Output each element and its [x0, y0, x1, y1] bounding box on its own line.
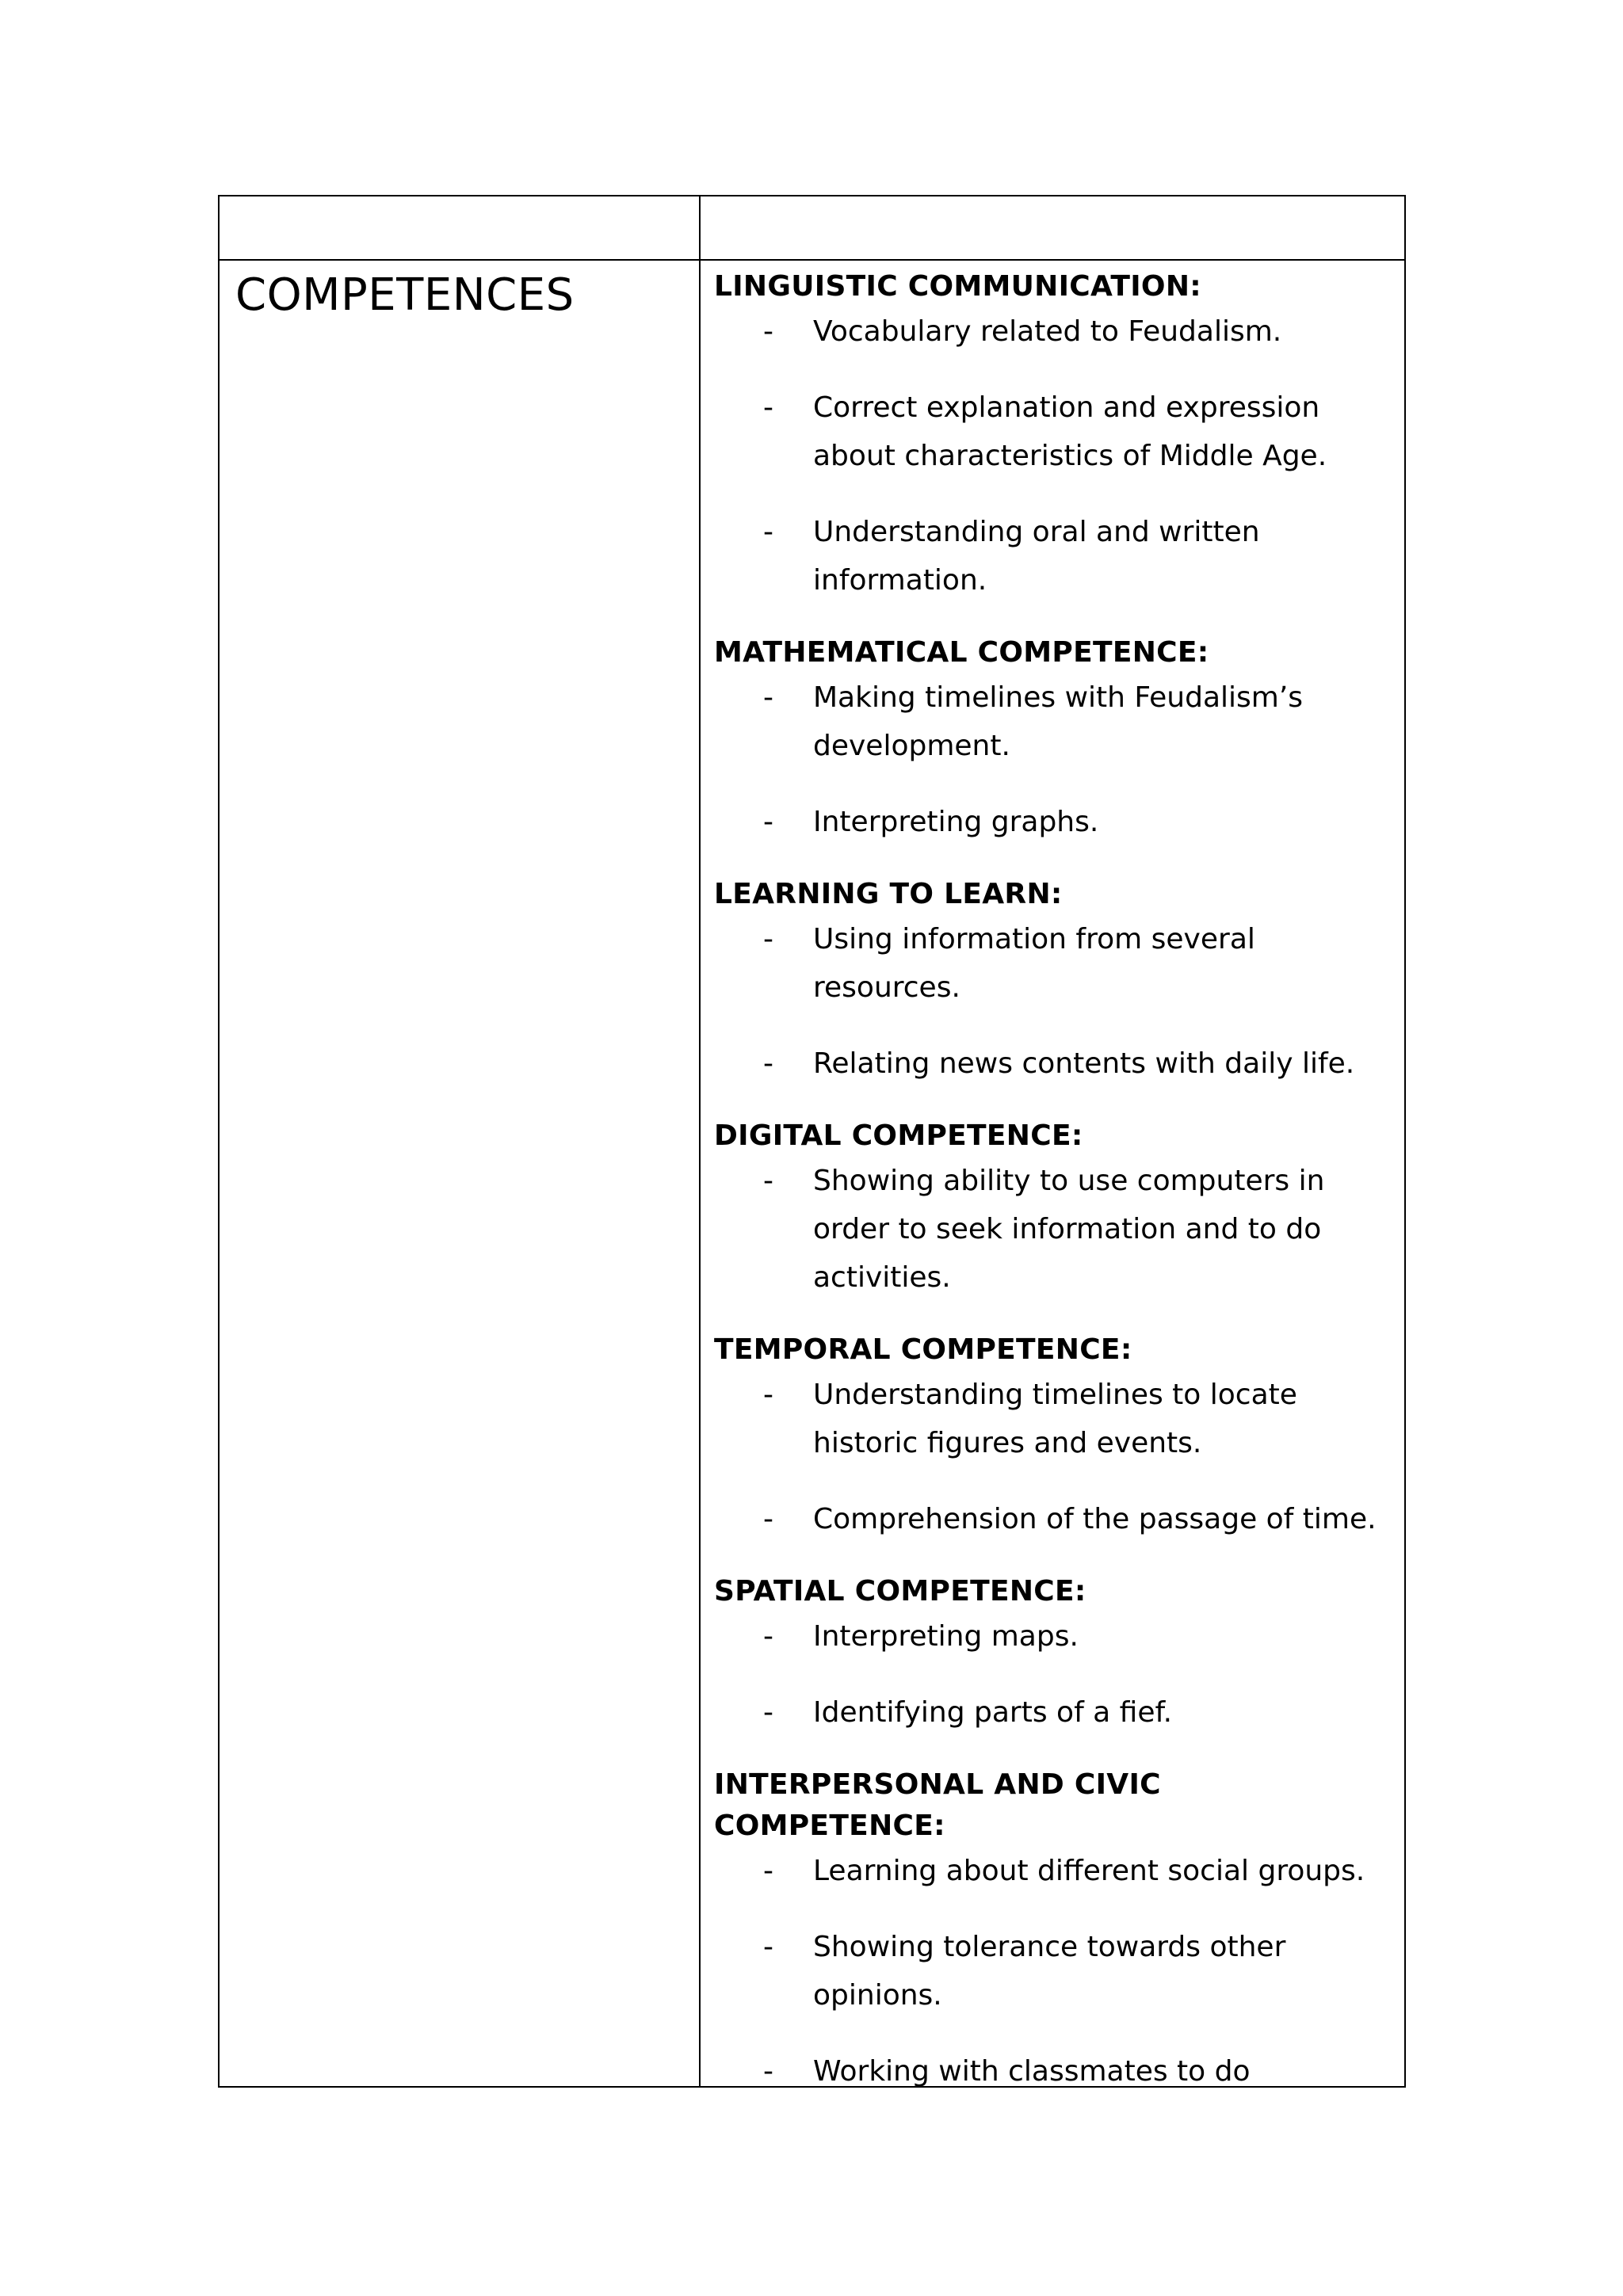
list-item [714, 1371, 1380, 1467]
section-heading: DIGITAL COMPETENCE: [714, 1119, 1083, 1152]
list-item [714, 1688, 1380, 1737]
dash-bullet-icon: - [763, 391, 773, 424]
section-heading: SPATIAL COMPETENCE: [714, 1575, 1086, 1608]
list-item [714, 1612, 1380, 1661]
section-spatial-competence [714, 1571, 1380, 1737]
list-item [714, 1923, 1380, 2019]
dash-bullet-icon: - [763, 1855, 773, 1887]
list-item-text: Understanding timelines to locate historic figures and events. [813, 1379, 1297, 1459]
dash-bullet-icon: - [763, 681, 773, 714]
competences-table [218, 195, 1406, 2088]
section-heading: LINGUISTIC COMMUNICATION: [714, 270, 1201, 303]
section-interpersonal-civic-competence [714, 1764, 1380, 2088]
list-item-text: Interpreting graphs. [813, 806, 1099, 838]
section-heading: INTERPERSONAL AND CIVIC COMPETENCE: [714, 1768, 1161, 1842]
list-item-text: Showing tolerance towards other opinions. [813, 1931, 1286, 2012]
section-digital-competence [714, 1116, 1380, 1302]
dash-bullet-icon: - [763, 1379, 773, 1411]
list-item [714, 1039, 1380, 1088]
list-item [714, 508, 1380, 605]
list-item-text: Vocabulary related to Feudalism. [813, 315, 1282, 348]
list-item [714, 383, 1380, 480]
list-item [714, 2047, 1380, 2088]
dash-bullet-icon: - [763, 1931, 773, 1963]
list-item [714, 1847, 1380, 1895]
list-item-text: Understanding oral and written information. [813, 516, 1260, 597]
dash-bullet-icon: - [763, 1620, 773, 1653]
dash-bullet-icon: - [763, 1165, 773, 1197]
list-item-text: Showing ability to use computers in order to seek information and to do activities. [813, 1165, 1325, 1294]
section-heading: MATHEMATICAL COMPETENCE: [714, 636, 1209, 669]
list-item [714, 1157, 1380, 1302]
competences-list [714, 261, 1380, 2088]
list-item-text: Relating news contents with daily life. [813, 1047, 1355, 1080]
section-heading: TEMPORAL COMPETENCE: [714, 1333, 1132, 1366]
list-item-text: Working with classmates to do [813, 2055, 1251, 2088]
section-linguistic-communication [714, 261, 1380, 605]
dash-bullet-icon: - [763, 1696, 773, 1729]
section-learning-to-learn [714, 874, 1380, 1088]
list-item-text: Making timelines with Feudalism’s development. [813, 681, 1304, 762]
list-item-text: Comprehension of the passage of time. [813, 1503, 1377, 1535]
section-heading: LEARNING TO LEARN: [714, 878, 1063, 910]
section-mathematical-competence [714, 632, 1380, 846]
list-item [714, 1495, 1380, 1543]
dash-bullet-icon: - [763, 516, 773, 548]
list-item [714, 915, 1380, 1012]
list-item-text: Identifying parts of a fief. [813, 1696, 1173, 1729]
dash-bullet-icon: - [763, 923, 773, 955]
list-item [714, 673, 1380, 770]
dash-bullet-icon: - [763, 315, 773, 348]
dash-bullet-icon: - [763, 2055, 773, 2088]
column-divider [699, 196, 701, 2086]
competences-heading: COMPETENCES [235, 269, 575, 321]
list-item-text: Using information from several resources. [813, 923, 1255, 1004]
list-item [714, 798, 1380, 846]
list-item [714, 307, 1380, 356]
list-item-text: Interpreting maps. [813, 1620, 1079, 1653]
dash-bullet-icon: - [763, 1047, 773, 1080]
section-temporal-competence [714, 1329, 1380, 1543]
list-item-text: Correct explanation and expression about characteristics of Middle Age. [813, 391, 1327, 472]
dash-bullet-icon: - [763, 1503, 773, 1535]
list-item-text: Learning about different social groups. [813, 1855, 1365, 1887]
dash-bullet-icon: - [763, 806, 773, 838]
